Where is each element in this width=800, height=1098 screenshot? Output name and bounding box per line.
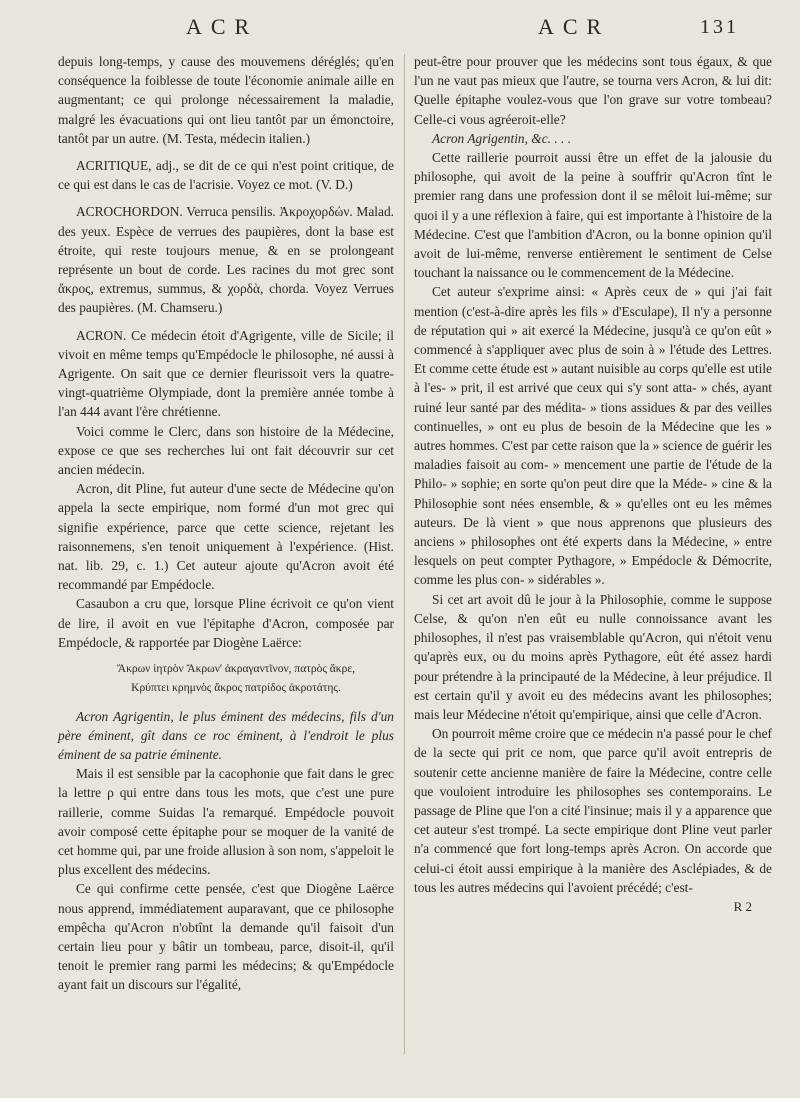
paragraph: peut-être pour prouver que les médecins sont tous égaux, & que l'un ne vaut pas mieux que l'autre, se tourna vers Acron, & lui dit: Quelle épitaphe voulez-vous que l'on grave sur votre tombeau? Celle-ci vous agréeroit-elle? xyxy=(414,54,772,127)
page-number: 131 xyxy=(700,16,739,38)
signature-mark: R 2 xyxy=(733,898,752,914)
paragraph: Voici comme le Clerc, dans son histoire de la Médecine, expose ce que ses recherches lui ont fait découvrir sur cet ancien médecin. xyxy=(58,423,394,478)
running-head-right: ACR xyxy=(538,14,611,39)
greek-epitaph-line: Ἄκρων ἰητρὸν Ἄκρων' ἀκραγαντῖνον, πατρὸς ἄκρε, xyxy=(116,663,356,676)
epitaph-translation: Acron Agrigentin, le plus éminent des médecins, fils d'un père éminent, gît dans ce roc éminent, à l'endroit le plus éminent de sa patrie éminente. xyxy=(58,708,394,762)
celse-quotation: Cet auteur s'exprime ainsi: « Après ceux de » qui j'ai fait mention (c'est-à-dire après les fils » d'Esculape), Il n'y a personne de réputation qui » ait exercé la Médecine, jusqu'à ce qu'on eût » commencé à s'appliquer avec plus de soin à » l'étude des Lettres. Et comme cette étude est » autant nuisible au corps qu'elle est utile à l'es- » prit, il est arrivé que ceux qui s'y sont atta- » chés, ayant ruiné leur santé par des médita- » tions assidues & par des veilles continuelles, » ont eu plus de besoin de la Médecine que les » autres hommes. C'est par cette raison que la » science de guérir les maladies faisoit au com- » mencement une partie de l'étude de la Philo- » sophie; en sorte qu'on peut dire que la Méde- » cine & la Philosophie sont nées ensemble, & » qu'elles ont eu les mêmes auteurs. De là vient » que nous apprenons que plusieurs des anciens » philosophes ont été experts dans la Médecine, » entre lesquels on peut compter Pythagore, » Empédocle & Démocrite, comme les plus con- » sidérables ». xyxy=(414,284,772,588)
paragraph: On pourroit même croire que ce médecin n'a passé pour le chef de la secte qui prit ce nom, que parce qu'il avoit entrepris de soutenir cette ancienne manière de faire la Médecine, contre celle que vouloient introduire les philosophes ses contemporains. Le passage de Pline que l'on a cité l'insinue; mais il y a apparence que cet auteur s'est trompé. La secte empirique dont Pline veut parler n'a commencé que fort long-temps après Acron. On accorde que celui-ci étoit aussi empirique à la manière des Asclépiades, & de tous les autres médecins qui l'avoient précédé; c'est- xyxy=(414,726,772,895)
paragraph: Acron, dit Pline, fut auteur d'une secte de Médecine qu'on appela la secte empirique, nom formé d'un mot grec qui signifie expérience, parce que cette science, rejetant les raisonnemens, s'en tenoit uniquement à l'expérience. (Hist. nat. lib. 29, c. 1.) Cet auteur ajoute qu'Acron avoit été recommandé par Empédocle. xyxy=(58,481,394,593)
entry-acritique: ACRITIQUE, adj., se dit de ce qui n'est point critique, de ce qui est dans le cas de l'acrisie. Voyez ce mot. (V. D.) xyxy=(58,158,394,193)
column-divider xyxy=(404,54,405,1054)
paragraph: Ce qui confirme cette pensée, c'est que Diogène Laërce nous apprend, immédiatement auparavant, que ce philosophe empêcha qu'Acron n'obtînt la demande qu'il faisoit d'un certain lieu pour y bâtir un tombeau, parce, disoit-il, qu'il tenoit le premier rang parmi les médecins; & qu'Empédocle ayant fait un discours sur l'égalité, xyxy=(58,881,394,993)
entry-acrochordon: ACROCHORDON. Verruca pensilis. Ἀκροχορδών. Malad. des yeux. Espèce de verrues des paupières, dont la base est étroite, qui reste toujours menue, & en se prolongeant représente un bout de corde. Les racines du mot grec sont ἄκρος, extremus, summus, & χορδὰ, chorda. Voyez Verrues des paupières. (M. Chamseru.) xyxy=(58,204,394,316)
running-head-left: ACR xyxy=(186,14,259,39)
epitaph-reference: Acron Agrigentin, &c. . . . xyxy=(432,130,572,146)
paragraph: Casaubon a cru que, lorsque Pline écrivoit ce qu'on vient de lire, il avoit en vue l'épitaphe d'Acron, composée par Empédocle, & rapportée par Diogène Laërce: xyxy=(58,596,394,650)
paragraph: depuis long-temps, y cause des mouvemens déréglés; qu'en conséquence la foiblesse de toute l'économie animale aille en augmentant; ce qui prolonge nécessairement la maladie, malgré les évacuations qui ont lieu tantôt par un émonctoire, tantôt par un autre. (M. Testa, médecin italien.) xyxy=(58,54,394,146)
right-column xyxy=(414,52,772,916)
greek-epitaph-line: Κρύπτει κρημνὸς ἄκρος πατρίδος ἀκροτάτης. xyxy=(131,682,341,695)
paragraph: Mais il est sensible par la cacophonie que fait dans le grec la lettre ρ qui entre dans tous les mots, que c'est une pure raillerie, comme Suidas l'a remarqué. Empédocle pouvoit avoir composé cette épitaphe pour se moquer de la vanité de cet homme qui, par une froide allusion à son nom, s'appeloit le plus excellent des médecins. xyxy=(58,766,394,878)
left-column xyxy=(58,52,394,995)
paragraph: Si cet art avoit dû le jour à la Philosophie, comme le suppose Celse, & qu'on n'en eût eu nulle connoissance avant les philosophes, il n'est pas vraisemblable qu'Acron, qui n'étoit venu qu'après eux, ou du moins après Pythagore, eût été assez hardi pour prétendre à la principauté de la Médecine, à leur préjudice. Il est certain qu'il y avoit eu des médecins avant les philosophes; mais leur Médecine n'étoit qu'empirique, ainsi que celle d'Acron. xyxy=(414,591,772,722)
entry-acron: ACRON. Ce médecin étoit d'Agrigente, ville de Sicile; il vivoit en même temps qu'Empédocle le philosophe, né aussi à Agrigente. On sait que ce dernier fleurissoit vers la quatre-vingt-quatrième Olympiade, dont la première année tombe à l'an 444 avant l'ère chrétienne. xyxy=(58,327,394,420)
paragraph: Cette raillerie pourroit aussi être un effet de la jalousie du philosophe, qui avoit de la peine à souffrir qu'Acron tînt le premier rang dans une profession dont il se mêloit lui-même; sur quoi il y a une réflexion à faire, qui est importante à l'histoire de la Médecine. C'est que l'ambition d'Acron, ou la bonne opinion qu'il avoit de lui-même, renverse entièrement le sentiment de Celse touchant la naissance ou le commencement de la Médecine. xyxy=(414,150,772,281)
